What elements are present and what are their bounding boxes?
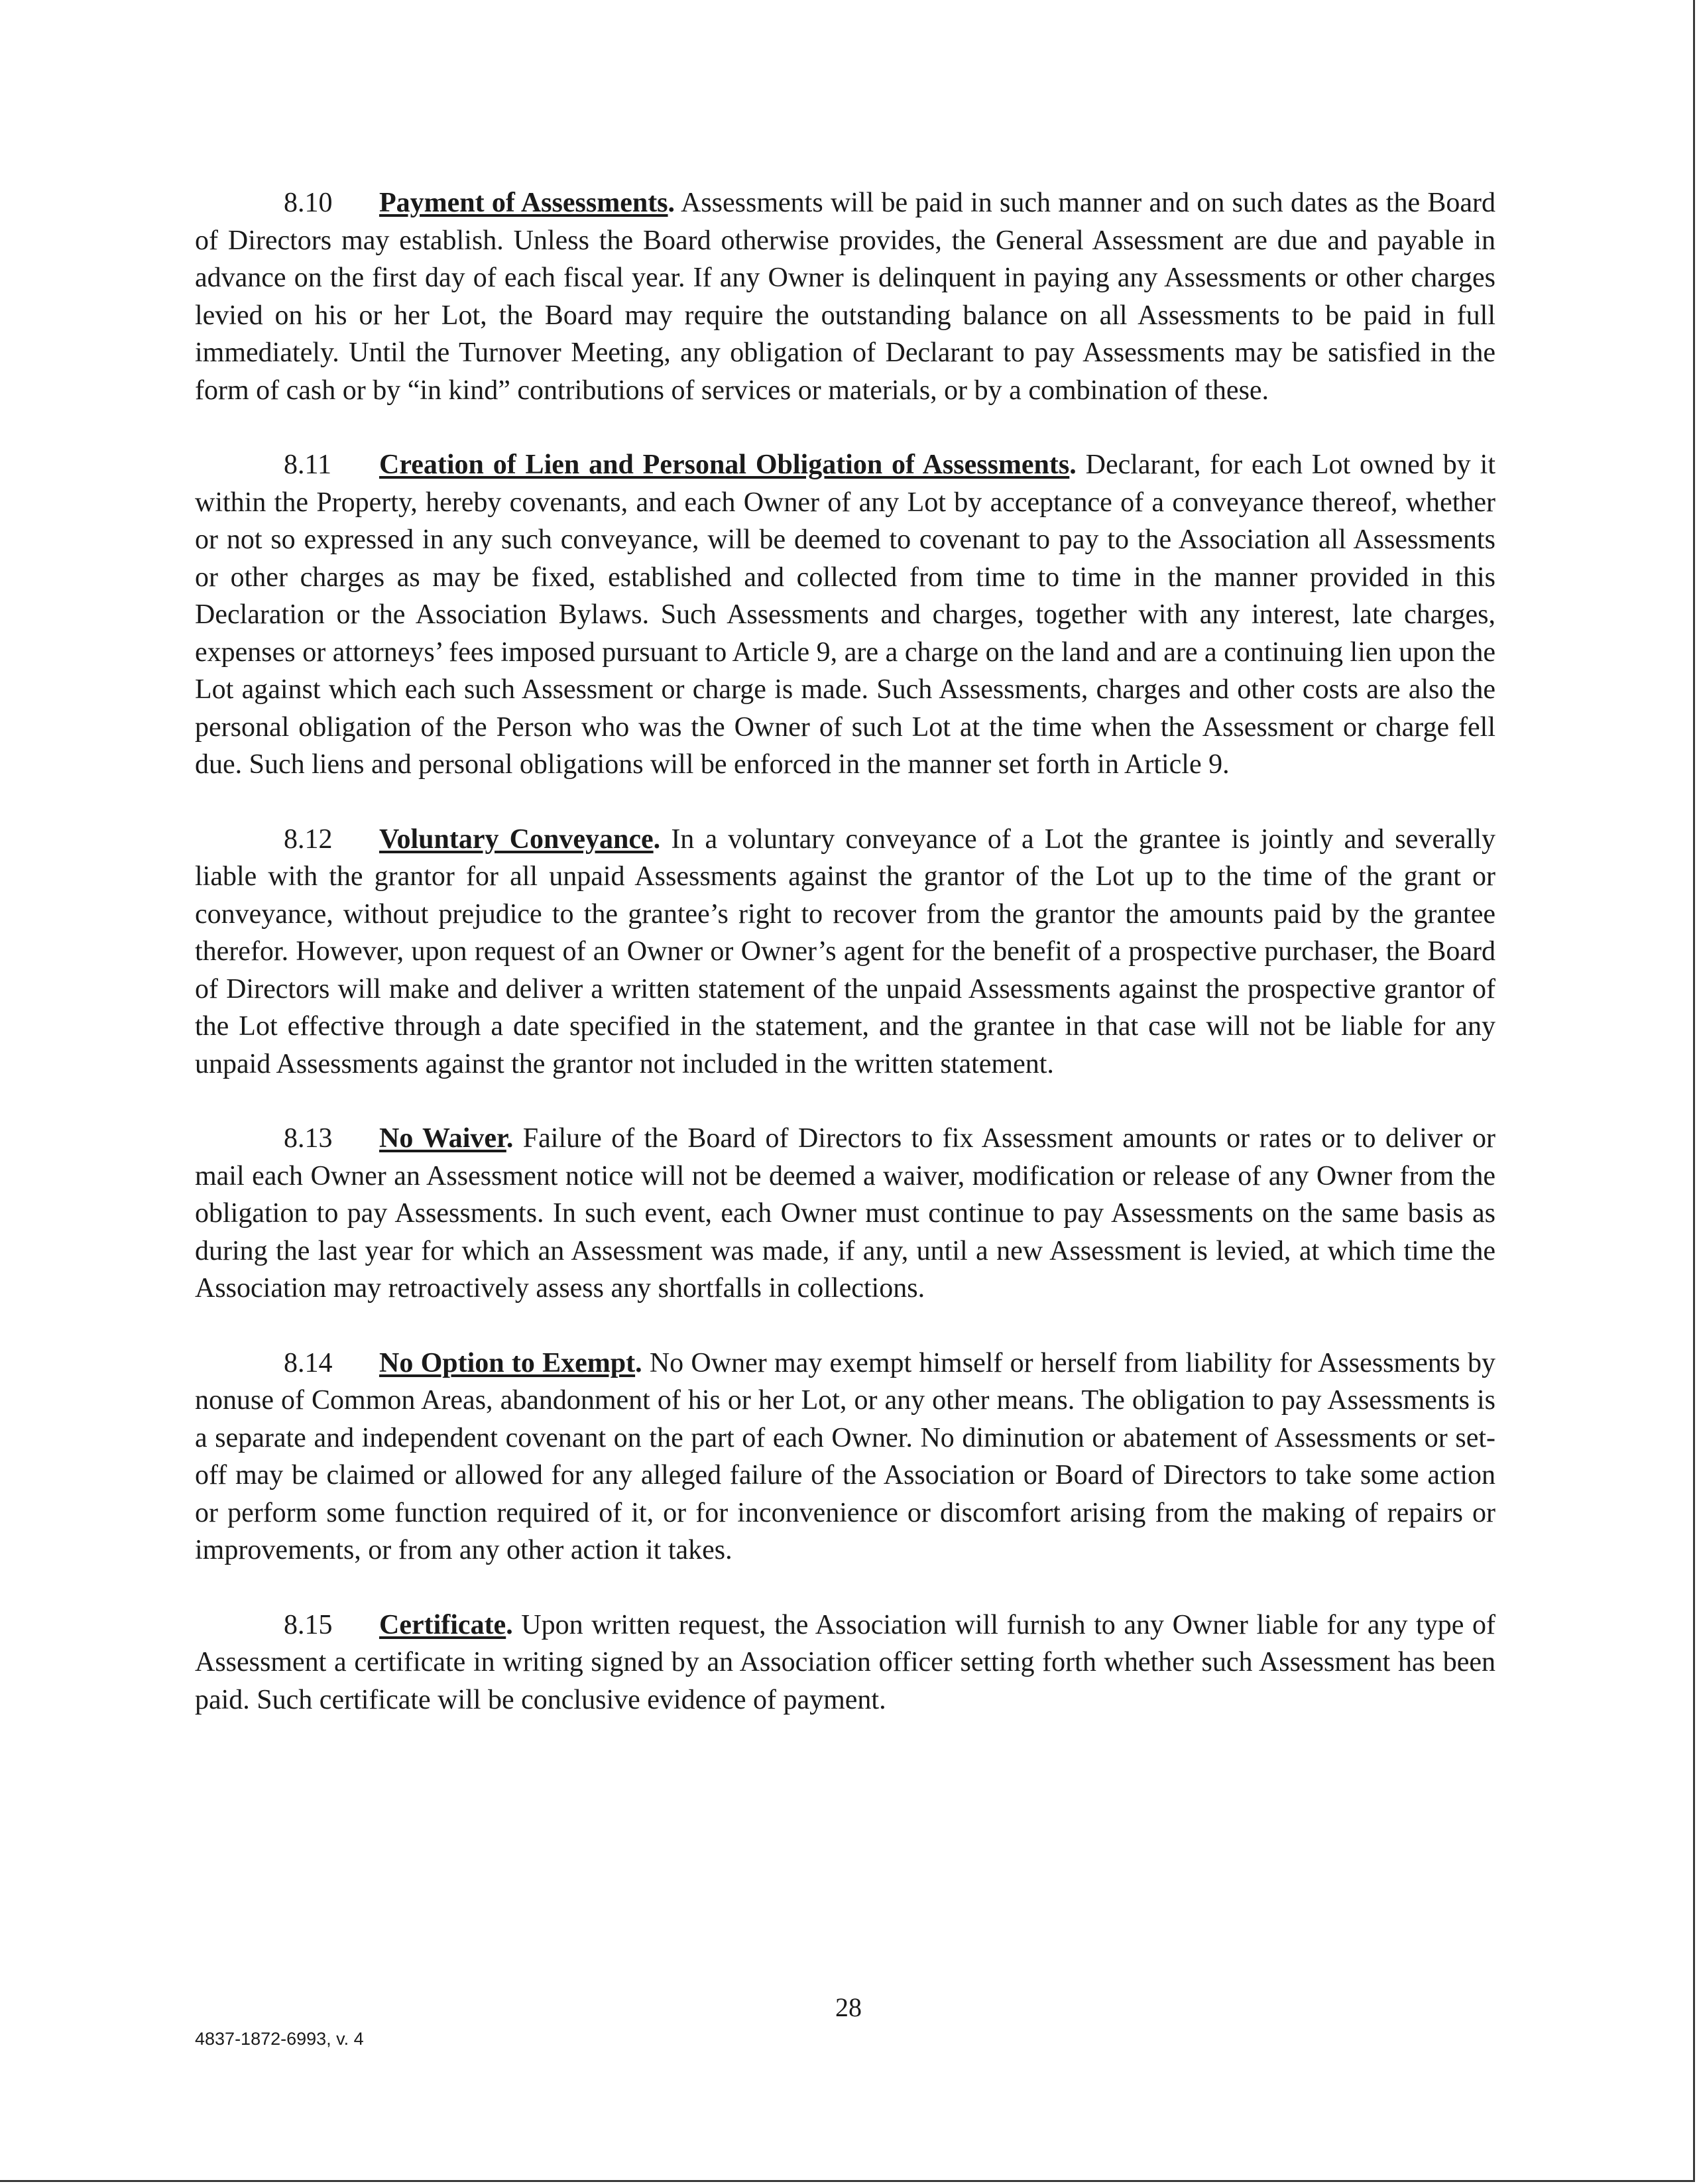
section-heading: Voluntary Conveyance [379, 823, 654, 855]
section-8-13 [195, 1120, 1495, 1307]
heading-period: . [506, 1609, 513, 1640]
section-text: Declarant, for each Lot owned by it within the Property, hereby covenants, and each Owner of any Lot by acceptance of a conveyance thereof, whether or not so expressed in any such conveyance, will be deemed to covenant to pay to the Association all Assessments or other charges as may be fixed, established and collected from time to time in the manner provided in this Declaration or the Association Bylaws. Such Assessments and charges, together with any interest, late charges, expenses or attorneys’ fees imposed pursuant to Article 9, are a charge on the land and are a continuing lien upon the Lot against which each such Assessment or charge is made. Such Assessments, charges and other costs are also the personal obligation of the Person who was the Owner of such Lot at the time when the Assessment or charge fell due. Such liens and personal obligations will be enforced in the manner set forth in Article 9. [195, 450, 1495, 780]
section-number: 8.11 [284, 450, 331, 480]
heading-period: . [635, 1347, 642, 1378]
section-heading: Payment of Assessments [379, 188, 668, 218]
section-heading: Creation of Lien and Personal Obligation of Assessments [379, 450, 1070, 480]
heading-period: . [668, 188, 675, 218]
section-number: 8.14 [284, 1347, 333, 1378]
section-8-14 [195, 1345, 1495, 1569]
section-heading: No Waiver [379, 1123, 506, 1154]
section-text: No Owner may exempt himself or herself from liability for Assessments by nonuse of Common Areas, abandonment of his or her Lot, or any other means. The obligation to pay Assessments is a separate and independent covenant on the part of each Owner. No diminution or abatement of Assessments or set-off may be claimed or allowed for any alleged failure of the Association or Board of Directors to take some action or perform some function required of it, or for inconvenience or discomfort arising from the making of repairs or improvements, or from any other action it takes. [195, 1347, 1495, 1565]
section-text: In a voluntary conveyance of a Lot the grantee is jointly and severally liable with the grantor for all unpaid Assessments against the grantor of the Lot up to the time of the grant or conveyance, without prejudice to the grantee’s right to recover from the grantor the amounts paid by the grantee therefor. However, upon request of an Owner or Owner’s agent for the benefit of a prospective purchaser, the Board of Directors will make and deliver a written statement of the unpaid Assessments against the prospective grantor of the Lot effective through a date specified in the statement, and the grantee in that case will not be liable for any unpaid Assessments against the grantor not included in the written statement. [195, 823, 1495, 1079]
section-8-12 [195, 821, 1495, 1083]
section-heading: No Option to Exempt [379, 1347, 636, 1378]
section-text: Assessments will be paid in such manner and on such dates as the Board of Directors may establish. Unless the Board otherwise provides, the General Assessment are due and payable in advance on the first day of each fiscal year. If any Owner is delinquent in paying any Assessments or other charges levied on his or her Lot, the Board may require the outstanding balance on all Assessments to be paid in full immediately. Until the Turnover Meeting, any obligation of Declarant to pay Assessments may be satisfied in the form of cash or by “in kind” contributions of services or materials, or by a combination of these. [195, 188, 1496, 406]
heading-period: . [1069, 450, 1077, 480]
section-8-11 [195, 446, 1495, 784]
document-id: 4837-1872-6993, v. 4 [195, 2029, 364, 2049]
document-body [195, 184, 1495, 1756]
heading-period: . [653, 823, 661, 855]
section-8-15 [195, 1607, 1495, 1719]
section-number: 8.12 [284, 823, 333, 855]
page-number: 28 [835, 1992, 862, 2022]
section-number: 8.13 [284, 1123, 333, 1154]
section-text: Failure of the Board of Directors to fix Assessment amounts or rates or to deliver or mail each Owner an Assessment notice will not be deemed a waiver, modification or release of any Owner from the obligation to pay Assessments. In such event, each Owner must continue to pay Assessments on the same basis as during the last year for which an Assessment was made, if any, until a new Assessment is levied, at which time the Association may retroactively assess any shortfalls in collections. [195, 1123, 1495, 1304]
section-number: 8.10 [284, 188, 333, 218]
heading-period: . [506, 1123, 514, 1154]
section-number: 8.15 [284, 1609, 333, 1640]
section-heading: Certificate [379, 1609, 506, 1640]
section-text: Upon written request, the Association will furnish to any Owner liable for any type of Assessment a certificate in writing signed by an Association officer setting forth whether such Assessment has been paid. Such certificate will be conclusive evidence of payment. [195, 1609, 1495, 1715]
section-8-10 [195, 184, 1495, 409]
